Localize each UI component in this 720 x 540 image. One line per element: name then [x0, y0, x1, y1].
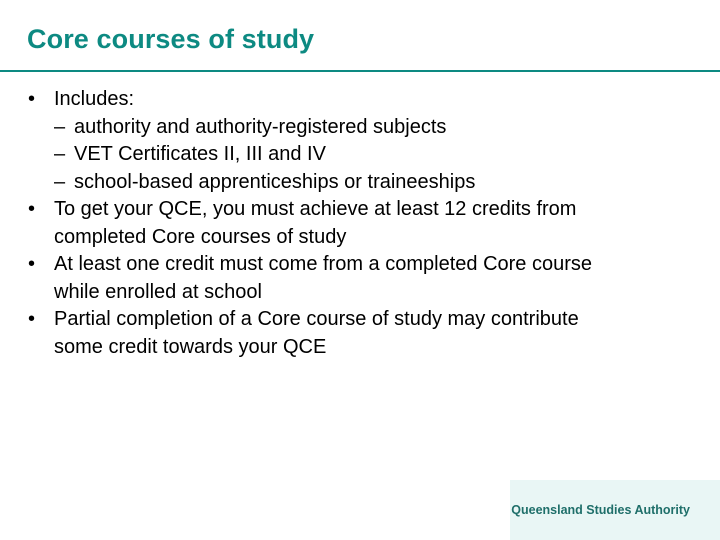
sub-item-text: VET Certificates II, III and IV	[74, 143, 326, 165]
bullet-continuation	[0, 334, 720, 362]
title-divider	[0, 70, 720, 72]
slide-title: Core courses of study	[27, 24, 315, 54]
bullet-text: some credit towards your QCE	[54, 335, 327, 358]
bullet-item	[0, 306, 720, 334]
bullet-marker: •	[28, 88, 36, 110]
sub-item	[0, 141, 720, 169]
sub-item-text: school-based apprenticeships or traineeships	[74, 170, 476, 193]
dash-marker: –	[54, 143, 66, 165]
bullet-item	[0, 86, 720, 114]
bullet-marker: •	[28, 198, 36, 220]
footer-band	[510, 480, 720, 540]
qsa-logo-text: Queensland Studies Authority	[511, 503, 690, 517]
bullet-text: completed Core courses of study	[54, 225, 347, 248]
dash-marker: –	[54, 170, 66, 193]
bullet-item	[0, 196, 720, 224]
sub-item-text: authority and authority-registered subjects	[74, 115, 447, 138]
bullet-marker: •	[28, 253, 36, 275]
sub-item	[0, 114, 720, 142]
dash-marker: –	[54, 115, 66, 138]
bullet-text: To get your QCE, you must achieve at least 12 credits from	[54, 198, 577, 220]
bullet-text: Includes:	[54, 88, 135, 110]
bullet-marker: •	[28, 308, 36, 330]
bullet-text: while enrolled at school	[54, 280, 262, 303]
bullet-continuation	[0, 279, 720, 307]
bullet-text: Partial completion of a Core course of study may contribute	[54, 308, 579, 330]
sub-item	[0, 169, 720, 197]
slide-content	[0, 86, 720, 361]
bullet-item	[0, 251, 720, 279]
bullet-text: At least one credit must come from a completed Core course	[54, 253, 593, 275]
bullet-continuation	[0, 224, 720, 252]
